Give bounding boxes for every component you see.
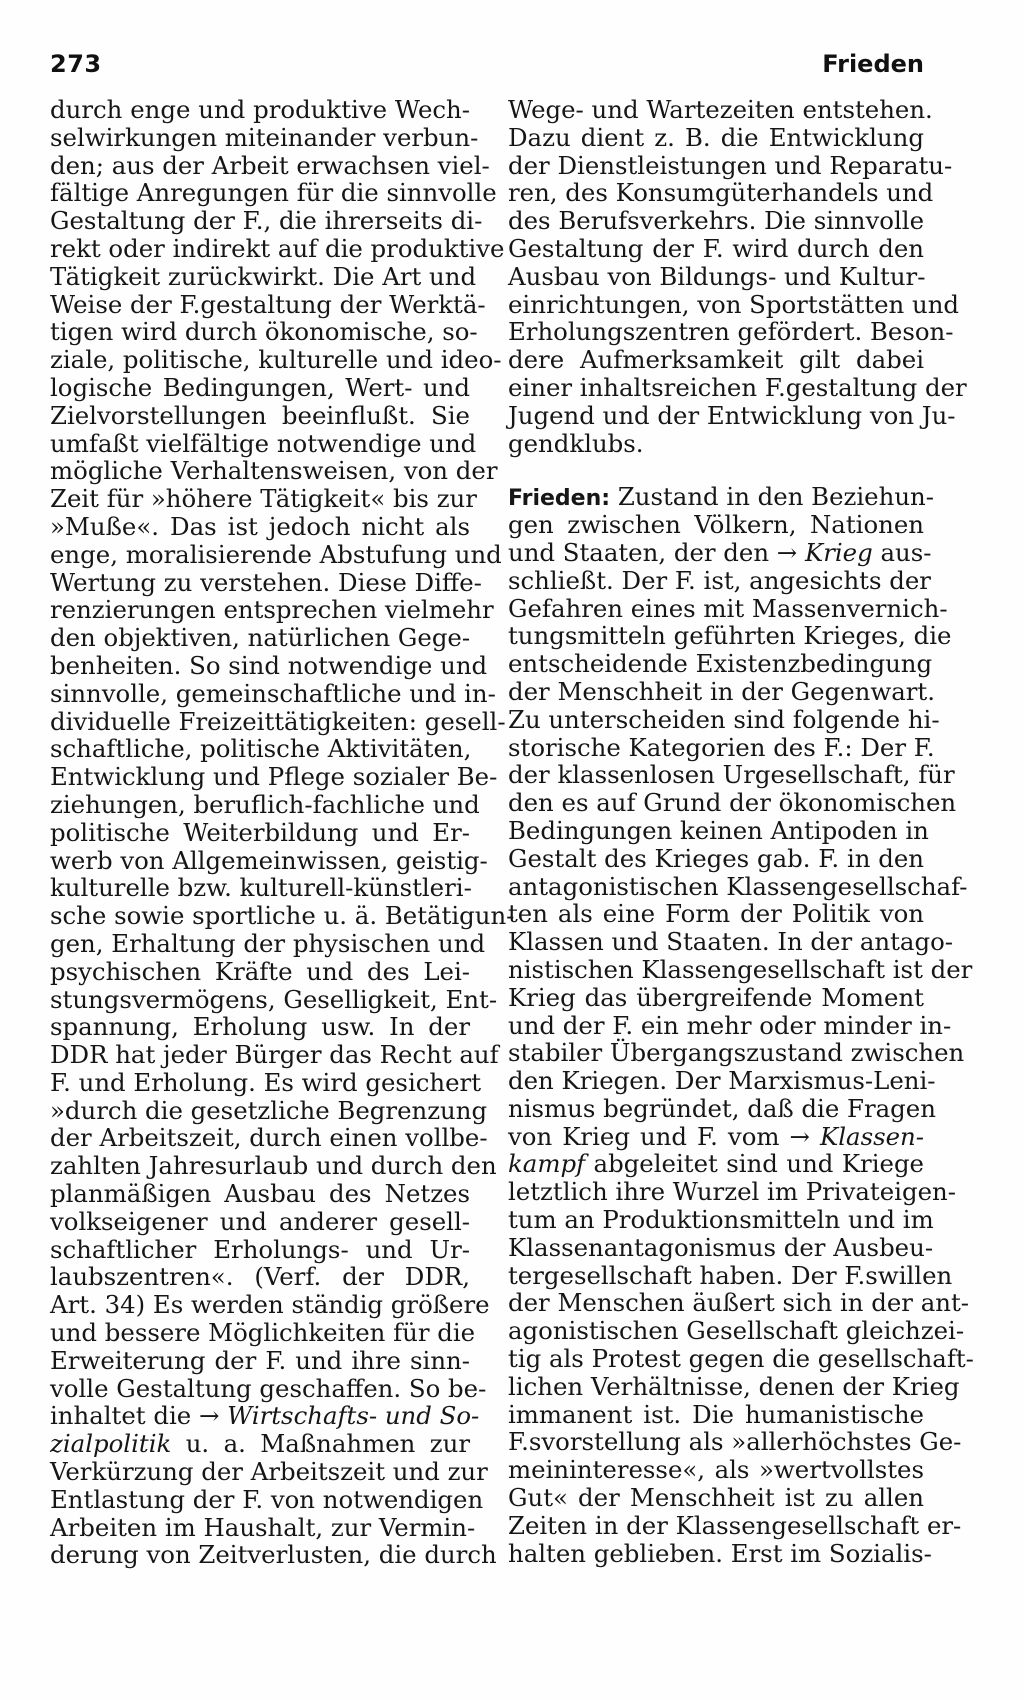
text-line: »durch die gesetzliche Begrenzung [50,1095,488,1125]
text-line: zahlten Jahresurlaub und durch den [50,1151,497,1181]
text-line: volkseigener und anderer gesell- [50,1206,470,1236]
text-line: rekt oder indirekt auf die produktive [50,233,505,263]
text-line: Bedingungen keinen Antipoden in [508,815,929,845]
text-line: planmäßigen Ausbau des Netzes [50,1179,470,1209]
text-line: ziale, politische, kulturelle und ideo- [50,345,502,375]
text-line: dere Aufmerksamkeit gilt dabei [508,345,924,375]
text-line: der klassenlosen Urgesellschaft, für [508,760,955,790]
text-line [508,1150,924,1178]
text-line: enge, moralisierende Abstufung und [50,539,502,569]
text-run: und Staaten, der den → [508,537,805,567]
text-line: schaftlicher Erholungs- und Ur- [50,1234,470,1264]
text-line: lichen Verhältnisse, denen der Krieg [508,1371,960,1401]
text-line: Gestaltung der F., die ihrerseits di- [50,206,483,236]
text-line: tungsmitteln geführten Krieges, die [508,621,952,651]
text-line: psychischen Kräfte und des Lei- [50,956,470,986]
text-line: Klassen und Staaten. In der antago- [508,927,954,957]
text-line: immanent ist. Die humanistische [508,1399,924,1429]
text-line: einrichtungen, von Sportstätten und [508,289,960,319]
text-line: den es auf Grund der ökonomischen [508,788,957,818]
text-line: Zeiten in der Klassengesellschaft er- [508,1510,962,1540]
text-line: Erweiterung der F. und ihre sinn- [50,1345,470,1375]
text-line: Ausbau von Bildungs- und Kultur- [508,261,926,291]
text-line: werb von Allgemeinwissen, geistig- [50,845,488,875]
text-line [508,482,934,512]
text-line: Weise der F.gestaltung der Werktä- [50,289,486,319]
text-line: entscheidende Existenzbedingung [508,649,933,679]
text-line: volle Gestaltung geschaffen. So be- [50,1373,487,1403]
text-line: selwirkungen miteinander verbun- [50,122,479,152]
right-column [508,95,974,1568]
text-line: Jugend und der Entwicklung von Ju- [508,400,956,430]
text-line: durch enge und produktive Wech- [50,95,470,124]
text-line: dividuelle Freizeittätigkeiten: gesell- [50,706,506,736]
text-line: fältige Anregungen für die sinnvolle [50,178,497,208]
text-line: F. und Erholung. Es wird gesichert [50,1067,482,1097]
text-line: und der F. ein mehr oder minder in- [508,1010,952,1040]
text-line: den objektiven, natürlichen Gege- [50,623,471,653]
text-line: Wertung zu verstehen. Diese Diffe- [50,567,482,597]
text-line: des Berufsverkehrs. Die sinnvolle [508,206,924,236]
text-line: »Muße«. Das ist jedoch nicht als [50,511,470,541]
text-line: einer inhaltsreichen F.gestaltung der [508,372,967,402]
text-line: ten als eine Form der Politik von [508,899,924,929]
text-run: von Krieg und F. vom → [508,1121,821,1151]
text-line: tum an Produktionsmitteln und im [508,1205,934,1235]
text-line: Zeit für »höhere Tätigkeit« bis zur [50,484,477,514]
text-line [50,1430,470,1458]
text-line: sche sowie sportliche u. ä. Betätigun- [50,901,515,931]
text-line: Dazu dient z. B. die Entwicklung [508,122,924,152]
cross-reference-link: kampf [508,1149,586,1179]
text-line: letztlich ihre Wurzel im Privateigen- [508,1177,956,1207]
entry-gap [508,457,924,483]
cross-reference-link: Wirtschafts- und So- [227,1401,480,1431]
text-line: Zielvorstellungen beeinflußt. Sie [50,400,470,430]
text-line: Zu unterscheiden sind folgende hi- [508,704,940,734]
text-line: logische Bedingungen, Wert- und [50,372,470,402]
text-line [508,1123,924,1151]
text-line: tig als Protest gegen die gesellschaft- [508,1344,974,1374]
text-run: Zustand in den Beziehun- [610,482,934,512]
text-run: u. a. Maßnahmen zur [185,1429,470,1459]
text-line: politische Weiterbildung und Er- [50,817,470,847]
text-line: halten geblieben. Erst im Sozialis- [508,1538,932,1568]
text-line: tigen wird durch ökonomische, so- [50,317,478,347]
text-line: den Kriegen. Der Marxismus-Leni- [508,1066,936,1096]
text-line: Klassenantagonismus der Ausbeu- [508,1232,934,1262]
text-line: nismus begründet, daß die Fragen [508,1093,936,1123]
text-line: schaftliche, politische Aktivitäten, [50,734,472,764]
text-line: nistischen Klassengesellschaft ist der [508,954,973,984]
running-head: Frieden [822,50,924,78]
text-run: abgeleitet sind und Kriege [585,1149,924,1179]
text-line [50,1401,480,1431]
cross-reference-link: Klassen- [820,1121,924,1151]
text-line [508,537,932,567]
text-line: kulturelle bzw. kulturell-künstleri- [50,873,472,903]
text-line: laubszentren«. (Verf. der DDR, [50,1262,470,1292]
text-line: meininteresse«, als »wertvollstes [508,1455,924,1485]
text-line: renzierungen entsprechen vielmehr [50,595,494,625]
text-line: F.svorstellung als »allerhöchstes Ge- [508,1427,962,1457]
text-line: stungsvermögens, Geselligkeit, Ent- [50,984,498,1014]
text-line: der Menschen äußert sich in der ant- [508,1288,970,1318]
text-line: gendklubs. [508,428,644,458]
text-line: der Dienstleistungen und Reparatu- [508,150,953,180]
text-line: stabiler Übergangszustand zwischen [508,1038,965,1068]
text-run: inhaltet die → [50,1401,228,1431]
text-line: tergesellschaft haben. Der F.swillen [508,1260,953,1290]
text-run: aus- [872,537,932,567]
text-line: benheiten. So sind notwendige und [50,650,488,680]
text-line: gen zwischen Völkern, Nationen [508,510,924,540]
text-line: Gestalt des Krieges gab. F. in den [508,843,924,873]
entry-headword: Frieden: [508,486,611,512]
text-line: Gefahren eines mit Massenvernich- [508,593,948,623]
cross-reference-link: zialpolitik [50,1429,172,1459]
text-line: Verkürzung der Arbeitszeit und zur [50,1457,488,1487]
text-line: und bessere Möglichkeiten für die [50,1318,476,1348]
text-line: sinnvolle, gemeinschaftliche und in- [50,678,496,708]
page-number: 273 [50,50,102,78]
left-column [50,95,515,1570]
text-line: ren, des Konsumgüterhandels und [508,178,934,208]
text-line: Erholungszentren gefördert. Beson- [508,317,954,347]
text-line: spannung, Erholung usw. In der [50,1012,470,1042]
text-line: Tätigkeit zurückwirkt. Die Art und [50,261,477,291]
cross-reference-link: Krieg [805,537,873,567]
text-line: Arbeiten im Haushalt, zur Vermin- [50,1512,476,1542]
text-line: mögliche Verhaltensweisen, von der [50,456,498,486]
text-line: den; aus der Arbeit erwachsen viel- [50,150,490,180]
text-line: antagonistischen Klassengesellschaf- [508,871,968,901]
text-line: Gestaltung der F. wird durch den [508,233,924,263]
text-line: schließt. Der F. ist, angesichts der [508,565,931,595]
text-line: Entlastung der F. von notwendigen [50,1484,484,1514]
text-line: DDR hat jeder Bürger das Recht auf [50,1040,499,1070]
text-line: ziehungen, beruflich-fachliche und [50,789,480,819]
text-line: Krieg das übergreifende Moment [508,982,924,1012]
text-line: der Menschheit in der Gegenwart. [508,676,935,706]
text-line: Art. 34) Es werden ständig größere [50,1290,490,1320]
text-line: storische Kategorien des F.: Der F. [508,732,935,762]
text-line: Wege- und Wartezeiten entstehen. [508,95,933,124]
text-line: der Arbeitszeit, durch einen vollbe- [50,1123,488,1153]
text-line: agonistischen Gesellschaft gleichzei- [508,1316,965,1346]
text-line: gen, Erhaltung der physischen und [50,928,486,958]
text-line: Gut« der Menschheit ist zu allen [508,1483,924,1513]
text-line: umfaßt vielfältige notwendige und [50,428,477,458]
text-line: derung von Zeitverlusten, die durch [50,1540,497,1570]
text-line: Entwicklung und Pflege sozialer Be- [50,762,498,792]
